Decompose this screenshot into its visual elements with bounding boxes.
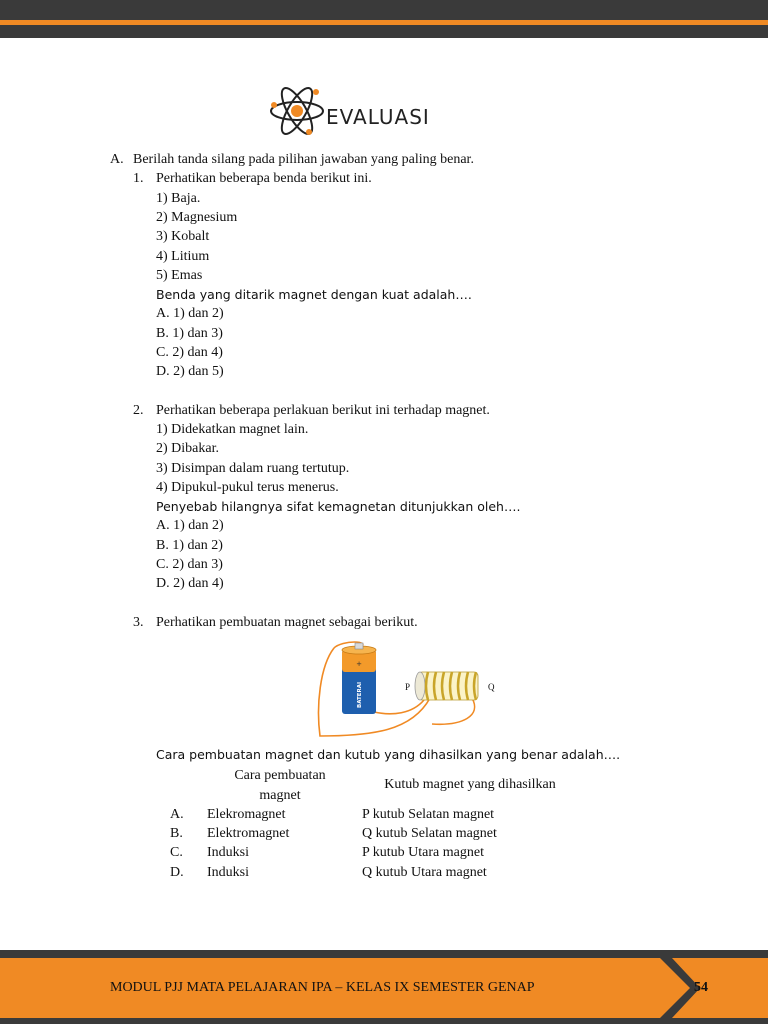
row-pole: Q kutub Selatan magnet [362, 826, 497, 841]
question-prompt: Penyebab hilangnya sifat kemagnetan ditunjukkan oleh…. [156, 499, 521, 514]
answer-option[interactable]: C. 2) dan 4) [156, 345, 223, 360]
row-method: Elektromagnet [207, 826, 290, 841]
row-method: Induksi [207, 865, 249, 880]
label-q: Q [488, 682, 495, 692]
list-item: 2) Dibakar. [156, 441, 219, 456]
answer-option[interactable]: D. 2) dan 4) [156, 576, 224, 591]
row-pole: Q kutub Utara magnet [362, 865, 487, 880]
row-letter[interactable]: D. [170, 865, 184, 880]
question-number: 2. [133, 403, 144, 418]
question-number: 3. [133, 615, 144, 630]
row-pole: P kutub Utara magnet [362, 845, 484, 860]
electromagnet-figure [312, 636, 502, 738]
answer-option[interactable]: B. 1) dan 3) [156, 326, 223, 341]
top-accent-stripe [0, 20, 768, 25]
list-item: 4) Dipukul-pukul terus menerus. [156, 480, 339, 495]
row-method: Induksi [207, 845, 249, 860]
answer-option[interactable]: B. 1) dan 2) [156, 538, 223, 553]
question-text: Perhatikan beberapa perlakuan berikut ini terhadap magnet. [156, 403, 490, 418]
question-number: 1. [133, 171, 144, 186]
page-title: EVALUASI [326, 105, 430, 129]
atom-icon [268, 84, 326, 138]
answer-option[interactable]: C. 2) dan 3) [156, 557, 223, 572]
battery-label: BATERAI [357, 681, 363, 708]
list-item: 1) Didekatkan magnet lain. [156, 422, 309, 437]
table-header-pole: Kutub magnet yang dihasilkan [384, 777, 556, 792]
question-text: Perhatikan beberapa benda berikut ini. [156, 171, 372, 186]
label-p: P [405, 682, 411, 692]
list-item: 5) Emas [156, 268, 203, 283]
question-prompt: Benda yang ditarik magnet dengan kuat adalah…. [156, 287, 472, 302]
page-number: 54 [694, 980, 708, 995]
battery-plus-label: + [356, 660, 362, 668]
footer-module-title: MODUL PJJ MATA PELAJARAN IPA – KELAS IX SEMESTER GENAP [110, 980, 535, 995]
list-item: 2) Magnesium [156, 210, 238, 225]
question-prompt: Cara pembuatan magnet dan kutub yang dihasilkan yang benar adalah…. [156, 747, 621, 762]
row-pole: P kutub Selatan magnet [362, 807, 495, 822]
answer-option[interactable]: A. 1) dan 2) [156, 306, 224, 321]
list-item: 4) Litium [156, 249, 210, 264]
section-label: A. [110, 152, 124, 167]
answer-option[interactable]: D. 2) dan 5) [156, 364, 224, 379]
row-method: Elekromagnet [207, 807, 286, 822]
row-letter[interactable]: C. [170, 845, 183, 860]
list-item: 3) Disimpan dalam ruang tertutup. [156, 461, 350, 476]
list-item: 3) Kobalt [156, 229, 210, 244]
row-letter[interactable]: A. [170, 807, 184, 822]
list-item: 1) Baja. [156, 191, 201, 206]
answer-option[interactable]: A. 1) dan 2) [156, 518, 224, 533]
question-text: Perhatikan pembuatan magnet sebagai berikut. [156, 615, 418, 630]
top-header-bar [0, 0, 768, 38]
table-header-method: Cara pembuatan magnet [234, 768, 326, 803]
section-instruction: Berilah tanda silang pada pilihan jawaban yang paling benar. [133, 152, 474, 167]
row-letter[interactable]: B. [170, 826, 183, 841]
